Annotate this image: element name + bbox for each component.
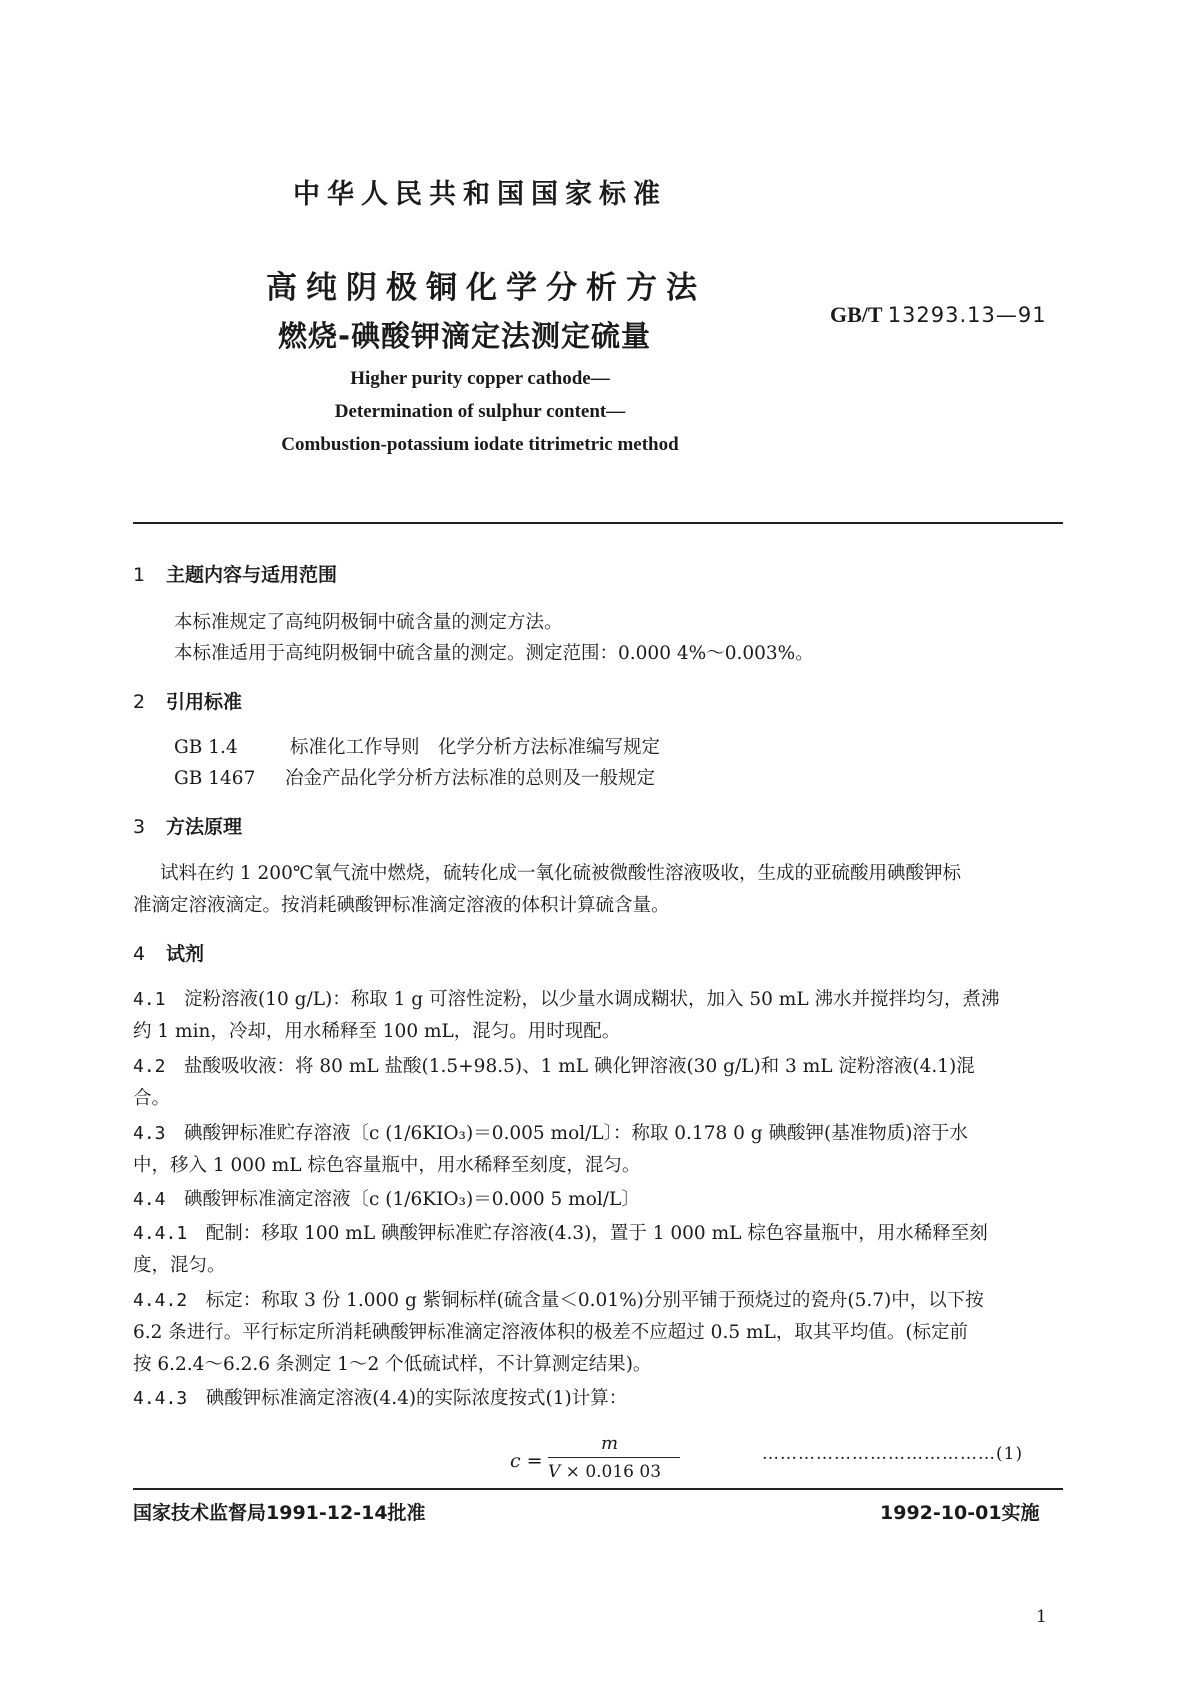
english-title-line-3: Combustion-potassium iodate titrimetric method	[281, 434, 679, 455]
item-4-4-text: 碘酸钾标准滴定溶液〔c (1/6KIO₃)＝0.000 5 mol/L〕	[184, 1189, 640, 1210]
item-4-2-text: 盐酸吸收液：将 80 mL 盐酸(1.5+98.5)、1 mL 碘化钾溶液(30 g/L)和 3 mL 淀粉溶液(4.1)混	[184, 1056, 975, 1077]
page-number: 1	[1036, 1607, 1047, 1627]
section-4-heading	[133, 939, 204, 966]
reference-1-code: GB 1.4	[174, 737, 238, 758]
item-4-4-2-line-3: 按 6.2.4～6.2.6 条测定 1～2 个低硫试样，不计算测定结果)。	[133, 1354, 652, 1375]
item-4-4-line-1	[133, 1185, 640, 1211]
section-3-line-1: 试料在约 1 200℃氧气流中燃烧，硫转化成一氧化硫被微酸性溶液吸收，生成的亚硫酸用碘酸钾标	[160, 863, 962, 884]
standard-prefix: GB/T	[830, 302, 883, 327]
formula-leader	[762, 1444, 1023, 1464]
reference-1	[174, 733, 660, 759]
formula-lhs: c =	[510, 1450, 543, 1472]
section-4-title: 试剂	[166, 943, 205, 965]
section-3-title: 方法原理	[166, 816, 243, 838]
section-2-number: 2	[133, 691, 146, 713]
item-4-4-3-label: 4.4.3	[133, 1388, 188, 1409]
item-4-4-2-text: 标定：称取 3 份 1.000 g 紫铜标样(硫含量＜0.01%)分别平铺于预烧过的瓷舟(5.7)中，以下按	[205, 1290, 984, 1311]
formula-den-var: V	[548, 1462, 561, 1482]
section-4-number: 4	[133, 943, 146, 965]
reference-2	[174, 764, 655, 790]
english-title-line-2: Determination of sulphur content—	[334, 401, 626, 422]
section-1-paragraph-2: 本标准适用于高纯阴极铜中硫含量的测定。测定范围：0.000 4%～0.003%。	[174, 643, 814, 664]
section-1-paragraph-1: 本标准规定了高纯阴极铜中硫含量的测定方法。	[174, 612, 563, 633]
item-4-4-3-text: 碘酸钾标准滴定溶液(4.4)的实际浓度按式(1)计算：	[205, 1388, 628, 1409]
bottom-divider	[133, 1488, 1063, 1490]
item-4-4-2-line-2: 6.2 条进行。平行标定所消耗碘酸钾标准滴定溶液体积的极差不应超过 0.5 mL，取其平均值。(标定前	[133, 1322, 969, 1343]
item-4-2-label: 4.2	[133, 1056, 166, 1077]
item-4-1-line-2: 约 1 min，冷却，用水稀释至 100 mL，混匀。用时现配。	[133, 1021, 621, 1042]
formula-den-rest: × 0.016 03	[560, 1462, 662, 1482]
title-line-1: 高纯阴极铜化学分析方法	[266, 270, 706, 306]
item-4-2-line-2: 合。	[133, 1088, 171, 1109]
reference-2-title: 冶金产品化学分析方法标准的总则及一般规定	[285, 768, 656, 789]
item-4-4-1-line-2: 度，混匀。	[133, 1255, 226, 1276]
english-title-line-1: Higher purity copper cathode—	[350, 368, 610, 389]
reference-2-code: GB 1467	[174, 768, 256, 789]
section-2-title: 引用标准	[166, 691, 243, 713]
item-4-4-label: 4.4	[133, 1189, 166, 1210]
title-line-2: 燃烧-碘酸钾滴定法测定硫量	[278, 319, 652, 353]
item-4-4-2-line-1	[133, 1286, 984, 1312]
item-4-1-label: 4.1	[133, 989, 166, 1010]
section-3-number: 3	[133, 816, 146, 838]
effective-date: 1992-10-01实施	[880, 1502, 1040, 1524]
section-1-number: 1	[133, 564, 146, 586]
formula-dots: …………………………………	[762, 1444, 996, 1464]
section-1-title: 主题内容与适用范围	[166, 564, 338, 586]
section-1-heading	[133, 560, 337, 587]
standard-number: 13293.13—91	[887, 303, 1047, 327]
top-divider	[133, 522, 1063, 524]
item-4-4-1-text: 配制：移取 100 mL 碘酸钾标准贮存溶液(4.3)，置于 1 000 mL 棕色容量瓶中，用水稀释至刻	[205, 1223, 988, 1244]
approval-statement: 国家技术监督局1991-12-14批准	[133, 1502, 426, 1524]
section-3-heading	[133, 812, 242, 839]
section-2-heading	[133, 687, 242, 714]
item-4-4-1-line-1	[133, 1219, 988, 1245]
formula-numerator: m	[601, 1433, 619, 1454]
reference-1-title: 标准化工作导则 化学分析方法标准编写规定	[290, 737, 661, 758]
item-4-1-text: 淀粉溶液(10 g/L)：称取 1 g 可溶性淀粉，以少量水调成糊状，加入 50 mL 沸水并搅拌均匀，煮沸	[184, 989, 1000, 1010]
item-4-3-text: 碘酸钾标准贮存溶液〔c (1/6KIO₃)＝0.005 mol/L〕：称取 0.178 0 g 碘酸钾(基准物质)溶于水	[184, 1123, 968, 1144]
item-4-2-line-1	[133, 1052, 975, 1078]
section-3-line-2: 准滴定溶液滴定。按消耗碘酸钾标准滴定溶液的体积计算硫含量。	[133, 895, 670, 916]
item-4-3-line-2: 中，移入 1 000 mL 棕色容量瓶中，用水稀释至刻度，混匀。	[133, 1155, 641, 1176]
standard-code	[830, 302, 1047, 328]
item-4-4-3-line-1	[133, 1384, 627, 1410]
item-4-3-label: 4.3	[133, 1123, 166, 1144]
national-standard-heading: 中华人民共和国国家标准	[293, 179, 667, 210]
item-4-3-line-1	[133, 1119, 968, 1145]
item-4-4-2-label: 4.4.2	[133, 1290, 188, 1311]
formula-denominator	[548, 1462, 661, 1482]
formula-fraction-bar	[548, 1457, 680, 1458]
formula-number: (1)	[996, 1444, 1024, 1464]
item-4-1-line-1	[133, 985, 1000, 1011]
item-4-4-1-label: 4.4.1	[133, 1223, 188, 1244]
